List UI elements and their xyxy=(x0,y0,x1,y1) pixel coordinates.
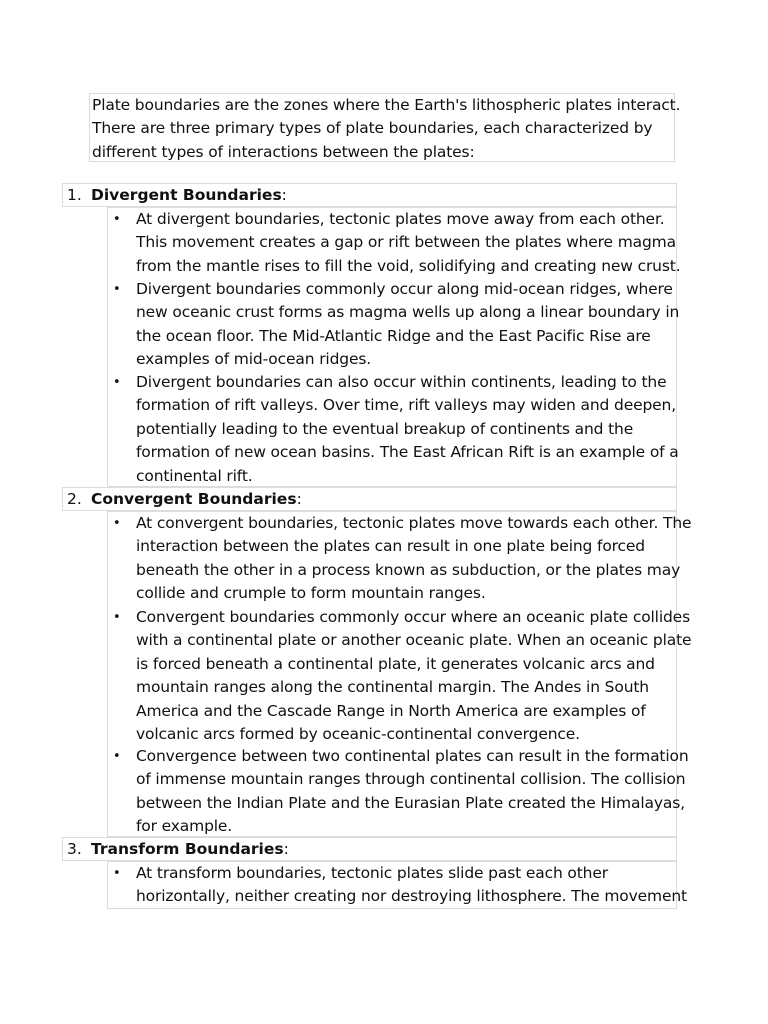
bullet-list xyxy=(107,207,681,487)
bullet-icon: • xyxy=(113,749,121,764)
list-number: 1. xyxy=(67,186,82,204)
list-item-line: from the mantle rises to fill the void, solidifying and creating new crust. xyxy=(136,256,681,275)
list-item-line: volcanic arcs formed by oceanic-continental convergence. xyxy=(136,725,580,744)
section-title xyxy=(91,184,287,206)
section-title-suffix: : xyxy=(296,490,302,508)
list-item-line: At convergent boundaries, tectonic plates move towards each other. The xyxy=(136,514,692,532)
bullet-icon: • xyxy=(113,282,121,297)
list-item-line: mountain ranges along the continental margin. The Andes in South xyxy=(136,678,649,697)
list-item-line: interaction between the plates can result in one plate being forced xyxy=(136,537,645,556)
intro-line: Plate boundaries are the zones where the Earth's lithospheric plates interact. xyxy=(92,96,681,114)
bullet-icon: • xyxy=(113,375,121,390)
list-item-line: This movement creates a gap or rift between the plates where magma xyxy=(136,233,676,252)
list-item-line: continental rift. xyxy=(136,466,253,485)
section-heading-convergent xyxy=(62,487,677,511)
list-item-line: potentially leading to the eventual breakup of continents and the xyxy=(136,419,634,438)
list-item-line: At transform boundaries, tectonic plates slide past each other xyxy=(136,864,608,882)
list-item-line: beneath the other in a process known as subduction, or the plates may xyxy=(136,560,681,579)
intro-paragraph xyxy=(89,93,681,162)
bullet-icon: • xyxy=(113,610,121,625)
section-title xyxy=(91,488,302,510)
bullet-list xyxy=(107,511,692,837)
section-heading-transform xyxy=(62,837,677,861)
list-item-line: America and the Cascade Range in North America are examples of xyxy=(136,701,646,720)
list-item-line: Divergent boundaries can also occur within continents, leading to the xyxy=(136,373,667,391)
section-title-suffix: : xyxy=(283,840,289,858)
list-item-line: formation of new ocean basins. The East African Rift is an example of a xyxy=(136,443,679,462)
list-item-line: formation of rift valleys. Over time, rift valleys may widen and deepen, xyxy=(136,396,676,415)
section-title-bold: Transform Boundaries xyxy=(91,840,284,858)
list-item-line: examples of mid-ocean ridges. xyxy=(136,350,372,369)
section-title-bold: Convergent Boundaries xyxy=(91,490,297,508)
section-title-bold: Divergent Boundaries xyxy=(91,186,282,204)
list-item-line: between the Indian Plate and the Eurasian Plate created the Himalayas, xyxy=(136,793,685,812)
list-item-line: is forced beneath a continental plate, it generates volcanic arcs and xyxy=(136,654,655,673)
list-item-line: collide and crumple to form mountain ranges. xyxy=(136,584,486,603)
list-item-line: new oceanic crust forms as magma wells up along a linear boundary in xyxy=(136,303,680,322)
intro-line: There are three primary types of plate boundaries, each characterized by xyxy=(92,119,653,138)
bullet-list xyxy=(107,861,687,909)
list-item-line: Divergent boundaries commonly occur along mid-ocean ridges, where xyxy=(136,280,673,298)
list-item-line: of immense mountain ranges through continental collision. The collision xyxy=(136,770,686,789)
list-item-line: Convergent boundaries commonly occur where an oceanic plate collides xyxy=(136,608,690,626)
list-item-line: the ocean floor. The Mid-Atlantic Ridge and the East Pacific Rise are xyxy=(136,326,651,345)
section-heading-divergent xyxy=(62,183,677,207)
intro-line: different types of interactions between the plates: xyxy=(92,142,475,161)
list-item-line: At divergent boundaries, tectonic plates move away from each other. xyxy=(136,210,665,228)
list-item-line: with a continental plate or another oceanic plate. When an oceanic plate xyxy=(136,631,692,650)
list-number: 2. xyxy=(67,490,82,508)
list-item-line: horizontally, neither creating nor destroying lithosphere. The movement xyxy=(136,887,687,906)
section-title-suffix: : xyxy=(281,186,287,204)
list-number: 3. xyxy=(67,840,82,858)
bullet-icon: • xyxy=(113,212,121,227)
list-item-line: Convergence between two continental plates can result in the formation xyxy=(136,747,689,765)
section-title xyxy=(91,838,289,860)
bullet-icon: • xyxy=(113,516,121,531)
bullet-icon: • xyxy=(113,866,121,881)
list-item-line: for example. xyxy=(136,817,233,836)
